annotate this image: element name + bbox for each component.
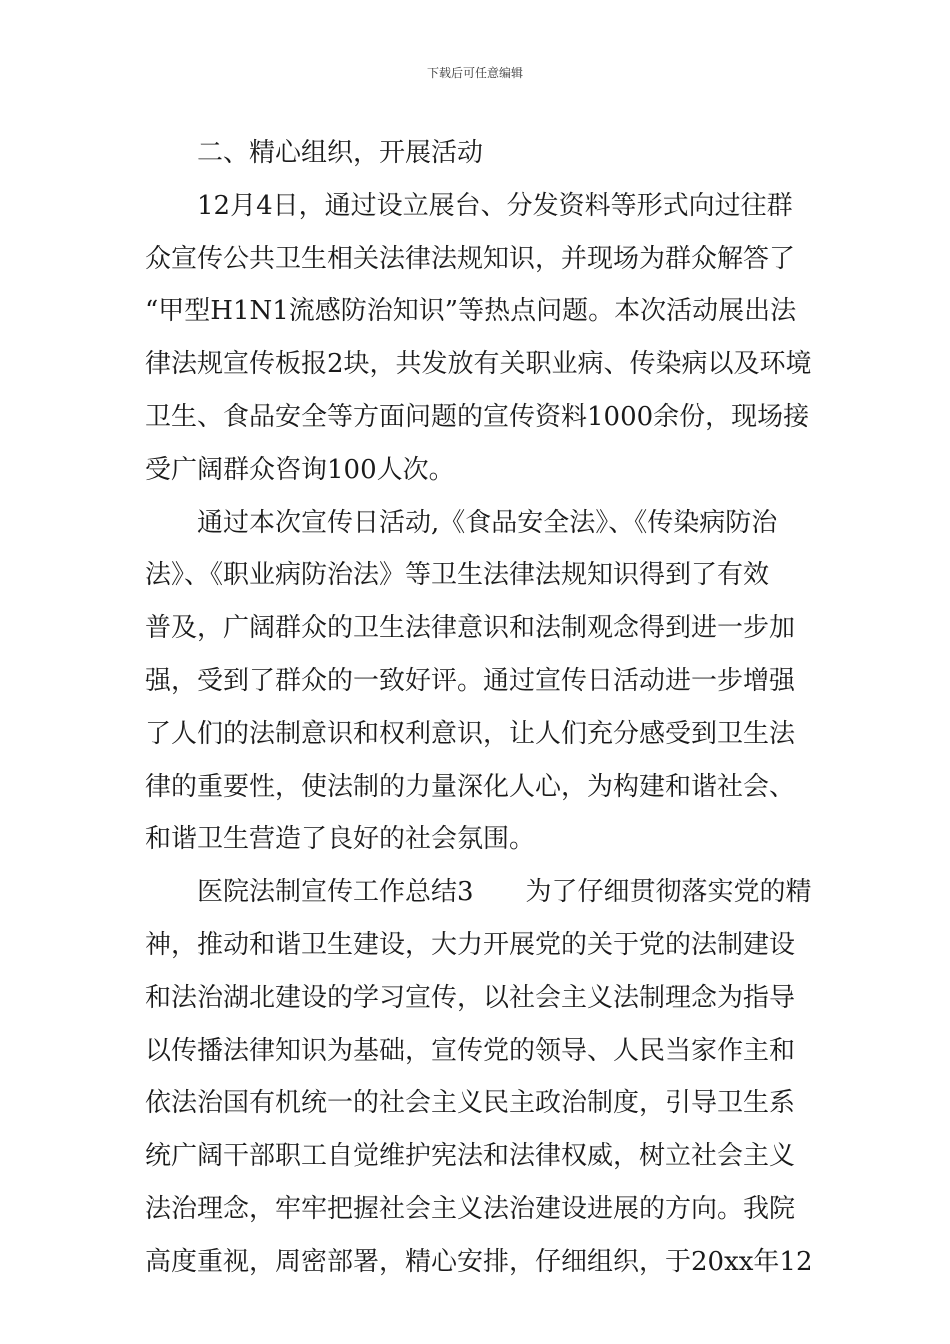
paragraph-line: 依法治国有机统一的社会主义民主政治制度，引导卫生系	[145, 1088, 796, 1119]
paragraph-line	[145, 866, 812, 919]
section-heading: 二、精心组织，开展活动	[197, 138, 484, 168]
paragraph-line: “甲型H1N1流感防治知识”等热点问题。本次活动展出法	[145, 296, 797, 327]
paragraph-1	[145, 180, 812, 497]
paragraph-line: 受广阔群众咨询100人次。	[145, 454, 455, 485]
paragraph-line: 普及，广阔群众的卫生法律意识和法制观念得到进一步加	[145, 613, 796, 644]
paragraph-text: 为了仔细贯彻落实党的精	[525, 877, 812, 908]
document-body	[145, 127, 813, 1289]
paragraph-3	[145, 866, 813, 1288]
paragraph-line: 和谐卫生营造了良好的社会氛围。	[145, 824, 536, 855]
summary-title: 医院法制宣传工作总结3	[197, 877, 474, 908]
paragraph-line: 高度重视，周密部署，精心安排，仔细组织，于20xx年12	[145, 1246, 813, 1277]
paragraph-line: 法治理念，牢牢把握社会主义法治建设进展的方向。我院	[145, 1193, 796, 1224]
paragraph-line: 和法治湖北建设的学习宣传，以社会主义法制理念为指导	[145, 982, 796, 1013]
paragraph-line: 了人们的法制意识和权利意识，让人们充分感受到卫生法	[145, 718, 796, 749]
paragraph-line: 律法规宣传板报2块，共发放有关职业病、传染病以及环境	[145, 349, 812, 380]
paragraph-line: 强，受到了群众的一致好评。通过宣传日活动进一步增强	[145, 665, 796, 696]
paragraph-line: 12月4日，通过设立展台、分发资料等形式向过往群	[197, 190, 793, 221]
paragraph-line: 律的重要性，使法制的力量深化人心，为构建和谐社会、	[145, 771, 796, 802]
paragraph-2	[145, 497, 807, 867]
paragraph-line: 以传播法律知识为基础，宣传党的领导、人民当家作主和	[145, 1035, 796, 1066]
paragraph-line: 众宣传公共卫生相关法律法规知识，并现场为群众解答了	[145, 243, 796, 274]
paragraph-line: 神，推动和谐卫生建设，大力开展党的关于党的法制建设	[145, 929, 796, 960]
paragraph-line: 统广阔干部职工自觉维护宪法和法律权威，树立社会主义	[145, 1141, 796, 1172]
paragraph-line: 通过本次宣传日活动,《食品安全法》、《传染病防治	[197, 507, 778, 538]
page-header-note: 下载后可任意编辑	[426, 66, 523, 80]
paragraph-line: 法》、《职业病防治法》等卫生法律法规知识得到了有效	[145, 560, 770, 591]
paragraph-line: 卫生、食品安全等方面问题的宣传资料1000余份，现场接	[145, 401, 810, 432]
